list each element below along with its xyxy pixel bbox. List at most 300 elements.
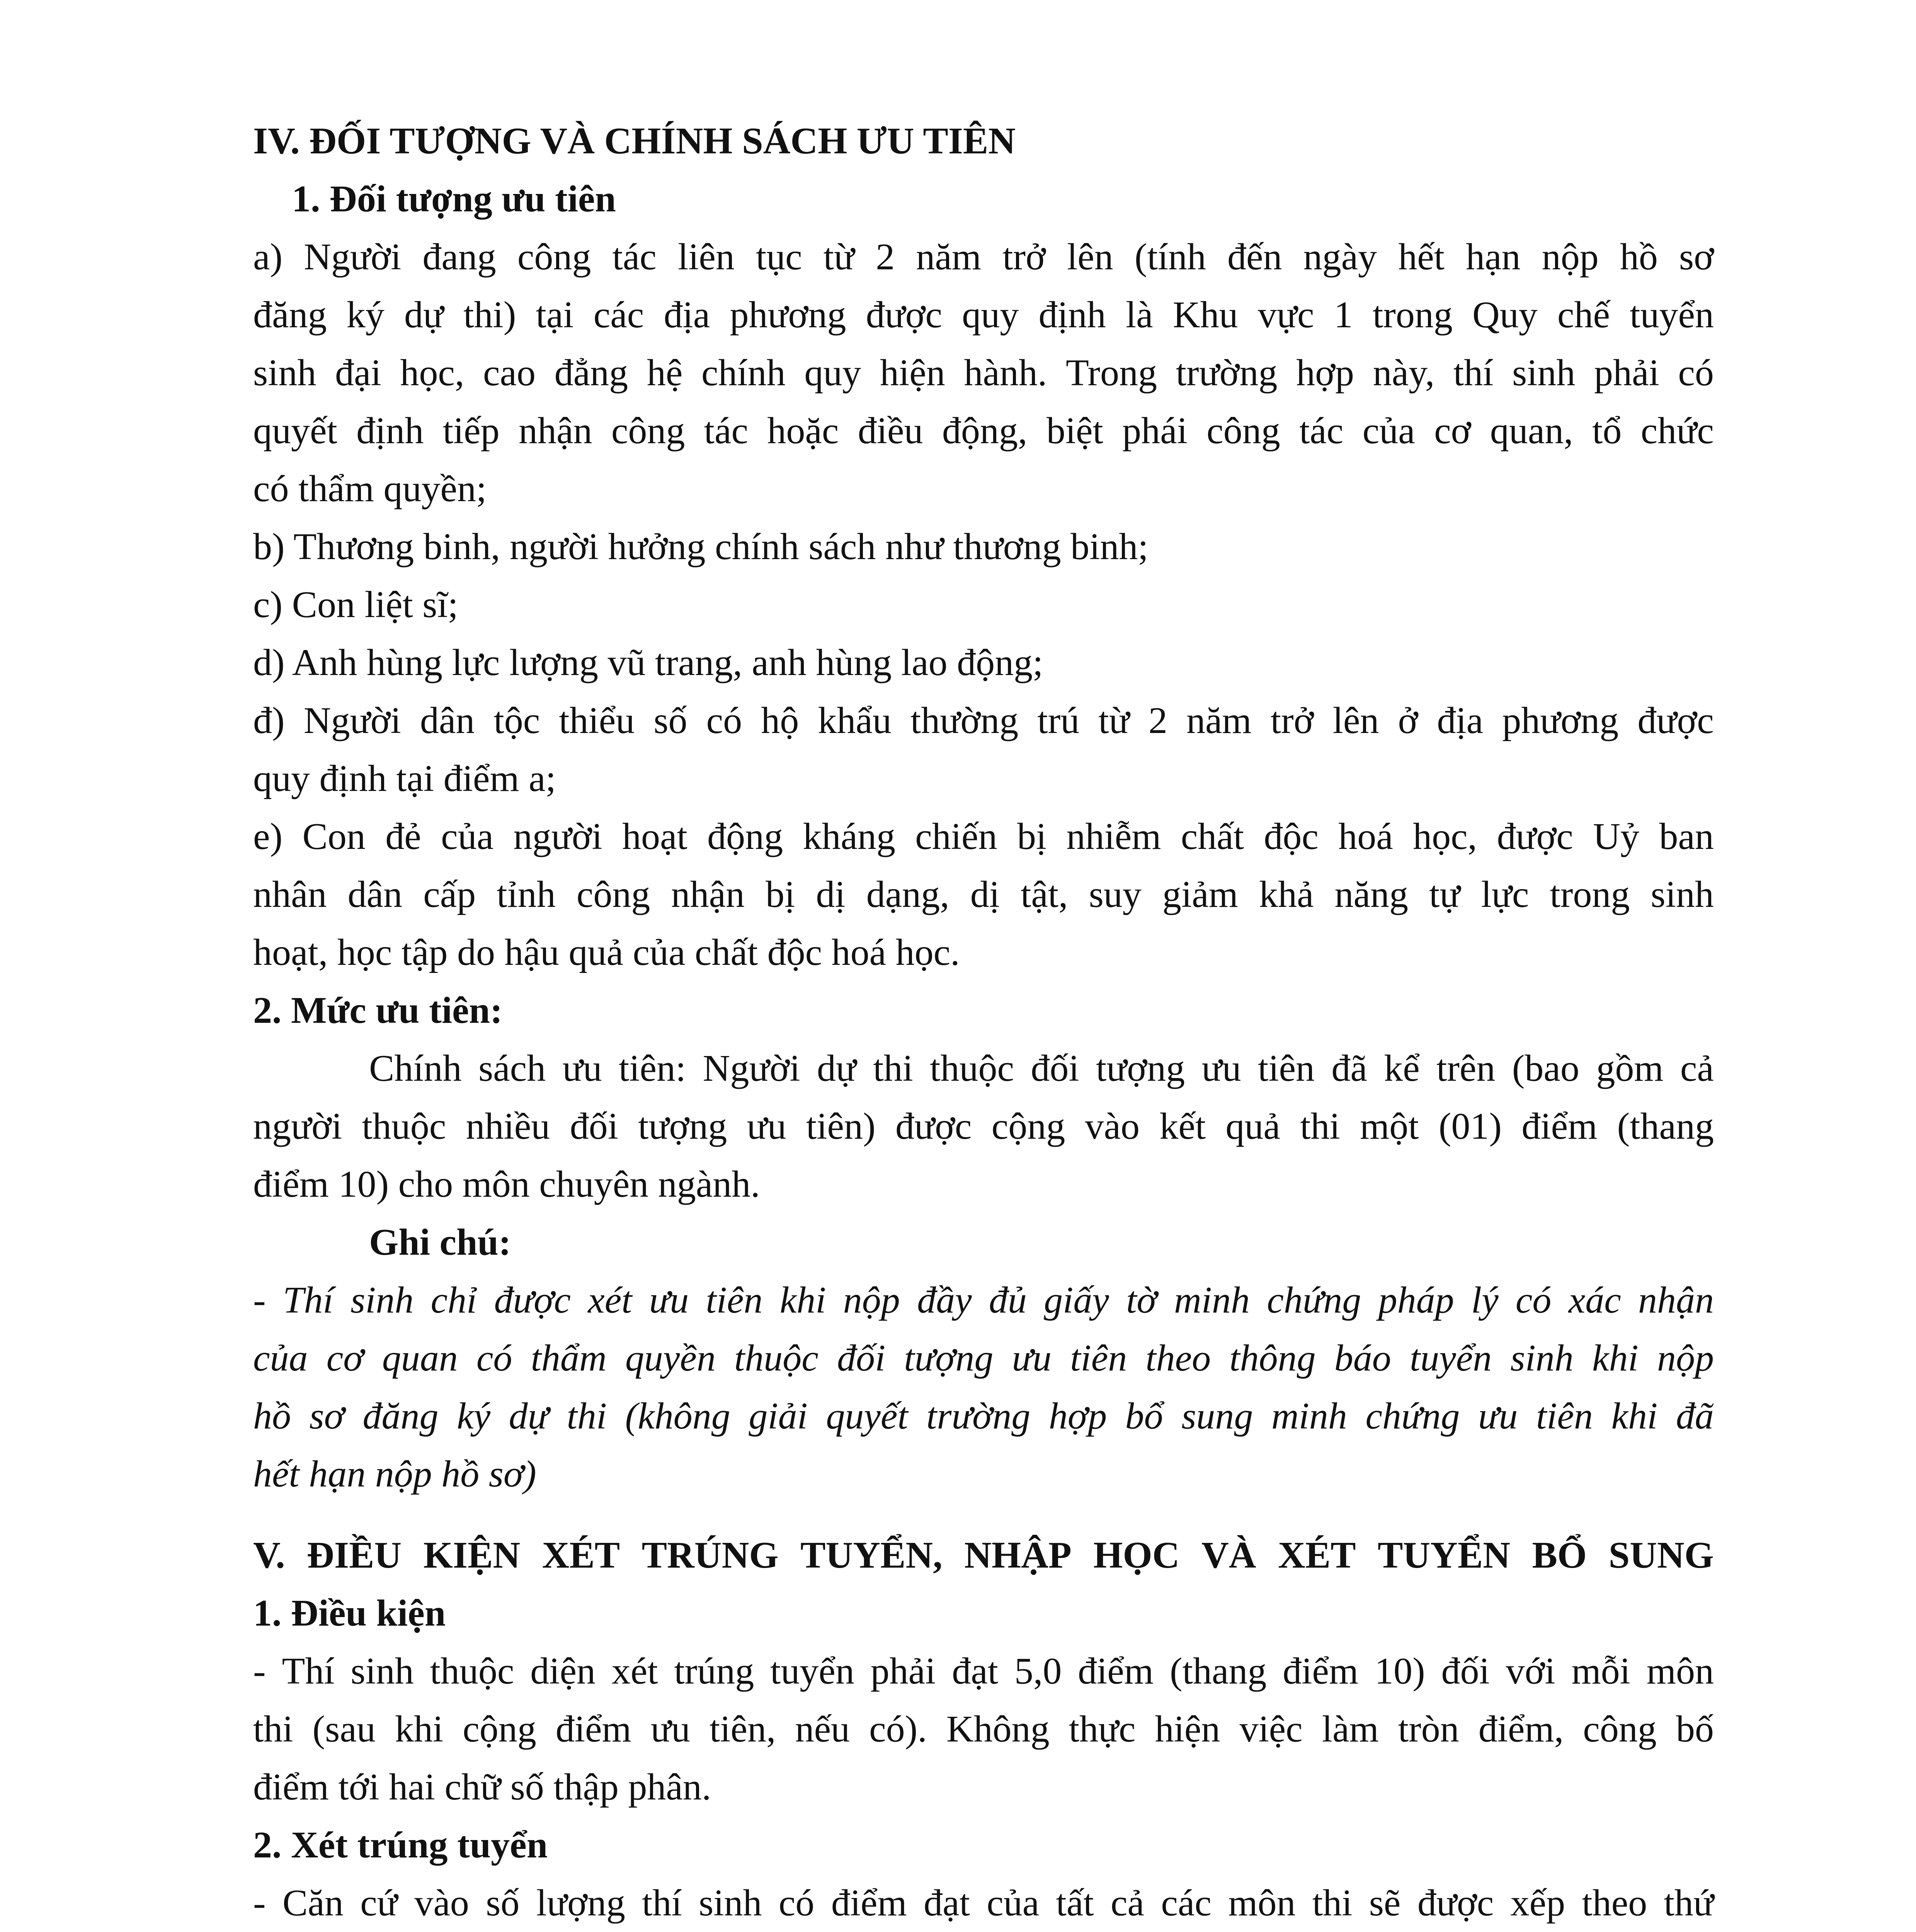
word: gồm bbox=[1596, 1048, 1664, 1089]
word: thi bbox=[1312, 1882, 1353, 1924]
word: 2 bbox=[1148, 700, 1167, 742]
word: cộng bbox=[991, 1105, 1065, 1147]
word: hết bbox=[1398, 236, 1445, 278]
text-line bbox=[253, 808, 1714, 866]
word: tượng bbox=[1096, 1048, 1185, 1089]
word: vào bbox=[414, 1882, 469, 1924]
word: xét bbox=[588, 1279, 632, 1321]
word: lên bbox=[1067, 236, 1113, 278]
section-iv-heading: IV. ĐỐI TƯỢNG VÀ CHÍNH SÁCH ƯU TIÊN bbox=[253, 120, 1016, 162]
word: tỉnh bbox=[497, 874, 556, 915]
document-page bbox=[253, 112, 1714, 1932]
word: đã bbox=[1676, 1395, 1714, 1437]
word: điểm bbox=[1078, 1650, 1154, 1692]
word: chất bbox=[1181, 816, 1244, 857]
text-line bbox=[253, 1387, 1714, 1445]
priority-policy bbox=[253, 1039, 1714, 1213]
word: đang bbox=[422, 236, 496, 278]
word: đầy bbox=[917, 1279, 972, 1321]
word: của bbox=[987, 1882, 1040, 1924]
word: độc bbox=[1264, 816, 1319, 857]
word: có bbox=[706, 700, 742, 742]
word: BỔ bbox=[1532, 1534, 1587, 1576]
word: Người bbox=[703, 1048, 800, 1089]
word: sơ bbox=[309, 1395, 344, 1437]
word: Con bbox=[302, 816, 366, 857]
word: trường bbox=[926, 1395, 1031, 1437]
word: thứ bbox=[1664, 1882, 1714, 1924]
word: công bbox=[611, 410, 685, 452]
word: kể bbox=[1384, 1048, 1420, 1089]
word: nhiều bbox=[466, 1105, 550, 1147]
word: phải bbox=[870, 1650, 936, 1692]
word: tiên bbox=[1257, 1048, 1315, 1089]
word: điều bbox=[858, 410, 923, 452]
word: sẽ bbox=[1369, 1882, 1401, 1924]
word: được bbox=[1417, 1882, 1494, 1924]
word: tiên) bbox=[806, 1105, 876, 1147]
word: tiếp bbox=[442, 410, 500, 452]
item-d: d) Anh hùng lực lượng vũ trang, anh hùng lao động; bbox=[253, 642, 1043, 684]
item-b: b) Thương binh, người hưởng chính sách như thương binh; bbox=[253, 526, 1149, 568]
word: tiên: bbox=[618, 1048, 686, 1089]
word: động, bbox=[942, 410, 1028, 452]
word: khẩu bbox=[818, 700, 892, 742]
text-line: điểm tới hai chữ số thập phân. bbox=[253, 1766, 711, 1808]
word: thi bbox=[567, 1395, 607, 1437]
word: năm bbox=[916, 236, 982, 278]
word: tiên bbox=[1070, 1337, 1127, 1379]
word: sinh bbox=[1512, 352, 1576, 394]
word: các bbox=[593, 294, 644, 336]
word: kháng bbox=[803, 816, 895, 857]
word: sinh bbox=[351, 1650, 414, 1692]
word: tác bbox=[1299, 410, 1344, 452]
word: mỗi bbox=[1571, 1650, 1630, 1692]
word: đến bbox=[1227, 236, 1282, 278]
word: ưu bbox=[562, 1048, 602, 1089]
word: điểm bbox=[1521, 1105, 1598, 1147]
text-line: hoạt, học tập do hậu quả của chất độc hoá học. bbox=[253, 932, 960, 973]
word: chức bbox=[1640, 410, 1714, 452]
word: khi bbox=[1592, 1337, 1639, 1379]
word: thuộc bbox=[930, 1048, 1014, 1089]
word: hồ bbox=[1620, 236, 1658, 278]
item-a bbox=[253, 228, 1714, 518]
word: của bbox=[253, 1337, 308, 1379]
word: quan bbox=[382, 1337, 458, 1379]
word: Thí bbox=[282, 1279, 334, 1321]
word: điểm bbox=[555, 1708, 631, 1750]
word: XÉT bbox=[1278, 1534, 1356, 1576]
word: xét bbox=[611, 1650, 658, 1692]
word: dự bbox=[509, 1395, 549, 1437]
note-text bbox=[253, 1271, 1714, 1503]
word: thường bbox=[910, 700, 1019, 742]
word: địa bbox=[1437, 700, 1484, 742]
word: KIỆN bbox=[423, 1534, 521, 1576]
word: lượng bbox=[536, 1882, 625, 1924]
word: suy bbox=[1089, 874, 1142, 915]
word: khả bbox=[1259, 874, 1314, 915]
word: tác bbox=[704, 410, 749, 452]
word: chứng bbox=[1365, 1395, 1460, 1437]
word: công bbox=[576, 874, 650, 915]
word: theo bbox=[1145, 1337, 1211, 1379]
word: trúng bbox=[674, 1650, 754, 1692]
word: VÀ bbox=[1201, 1534, 1256, 1576]
word: hạn bbox=[1466, 236, 1521, 278]
word: dân bbox=[420, 700, 475, 742]
word: tự bbox=[1429, 874, 1460, 915]
word: quy bbox=[804, 352, 861, 394]
word: cao bbox=[483, 352, 536, 394]
word: cộng bbox=[463, 1708, 536, 1750]
word: thực bbox=[1069, 1708, 1136, 1750]
word: tại bbox=[536, 294, 574, 336]
word: học, bbox=[400, 352, 465, 394]
word: chính bbox=[701, 352, 786, 394]
word: (không bbox=[625, 1395, 730, 1437]
word: tuyển bbox=[1409, 1337, 1492, 1379]
word: cả bbox=[1680, 1048, 1714, 1089]
word: tròn bbox=[1398, 1708, 1459, 1750]
word: chứng bbox=[1267, 1279, 1361, 1321]
word: tác bbox=[612, 236, 657, 278]
word: phương bbox=[730, 294, 846, 336]
word: (thang bbox=[1617, 1105, 1714, 1147]
word: nhiễm bbox=[1066, 816, 1161, 857]
word: từ bbox=[1098, 700, 1130, 742]
word: đạt bbox=[924, 1882, 970, 1924]
word: Người bbox=[303, 700, 401, 742]
word: các bbox=[1161, 1882, 1212, 1924]
word: Uỷ bbox=[1593, 816, 1640, 857]
word: động bbox=[707, 816, 783, 857]
word: nếu bbox=[795, 1708, 850, 1750]
word: đối bbox=[837, 1337, 886, 1379]
text-line bbox=[253, 286, 1714, 344]
word: xếp bbox=[1510, 1882, 1565, 1924]
word: tục bbox=[756, 236, 802, 278]
word: ưu bbox=[649, 1279, 689, 1321]
word: có bbox=[778, 1882, 815, 1924]
word: phái bbox=[1122, 410, 1188, 452]
word: giảm bbox=[1162, 874, 1238, 915]
note-label: Ghi chú: bbox=[369, 1221, 511, 1263]
word: đ) bbox=[253, 700, 285, 742]
word: điểm bbox=[1283, 1650, 1359, 1692]
word: 5,0 bbox=[1014, 1650, 1062, 1692]
word: dự bbox=[817, 1048, 856, 1089]
word: vực bbox=[1257, 294, 1314, 336]
word: hoặc bbox=[767, 410, 839, 452]
word: sinh bbox=[253, 352, 316, 394]
word: thi) bbox=[463, 294, 516, 336]
word: tượng bbox=[904, 1337, 994, 1379]
word: - bbox=[253, 1279, 266, 1321]
word: (bao bbox=[1512, 1048, 1579, 1089]
word: cả bbox=[1111, 1882, 1145, 1924]
word: số bbox=[486, 1882, 520, 1924]
word: từ bbox=[823, 236, 855, 278]
word: được bbox=[494, 1279, 571, 1321]
word: học, bbox=[1413, 816, 1477, 857]
conditions-text bbox=[253, 1642, 1714, 1816]
word: giải bbox=[749, 1395, 808, 1437]
word: - bbox=[253, 1882, 266, 1924]
word: được bbox=[866, 294, 943, 336]
word: Căn bbox=[282, 1882, 344, 1924]
word: tượng bbox=[638, 1105, 727, 1147]
word: khi bbox=[395, 1708, 444, 1750]
word: bị bbox=[1017, 816, 1047, 857]
text-line bbox=[253, 692, 1714, 750]
word: trú bbox=[1037, 700, 1080, 742]
word: thiểu bbox=[559, 700, 635, 742]
text-line: quy định tại điểm a; bbox=[253, 758, 556, 799]
word: khi bbox=[779, 1279, 826, 1321]
priority-level-heading: 2. Mức ưu tiên: bbox=[253, 990, 503, 1031]
word: với bbox=[1506, 1650, 1555, 1692]
word: đẻ bbox=[385, 816, 421, 857]
word: hộ bbox=[761, 700, 799, 742]
word: công bbox=[1206, 410, 1280, 452]
word: tiên bbox=[1536, 1395, 1593, 1437]
word: e) bbox=[253, 816, 283, 857]
word: 10) bbox=[1374, 1650, 1425, 1692]
word: ký bbox=[457, 1395, 491, 1437]
item-c: c) Con liệt sĩ; bbox=[253, 584, 458, 626]
word: sách bbox=[478, 1048, 546, 1089]
word: nhận bbox=[671, 874, 745, 915]
word: ngày bbox=[1303, 236, 1377, 278]
word: ở bbox=[1398, 700, 1418, 742]
word: người bbox=[253, 1105, 342, 1147]
word: dân bbox=[347, 874, 403, 915]
word: quyền bbox=[625, 1337, 716, 1379]
word: minh bbox=[1271, 1395, 1347, 1437]
word: HỌC bbox=[1093, 1534, 1180, 1576]
word: quan, bbox=[1490, 410, 1573, 452]
word: có bbox=[476, 1337, 512, 1379]
word: trong bbox=[1550, 874, 1630, 915]
word: 2 bbox=[876, 236, 895, 278]
word: đăng bbox=[253, 294, 327, 336]
word: định bbox=[1038, 294, 1106, 336]
word: TRÚNG bbox=[642, 1534, 779, 1576]
word: định bbox=[356, 410, 424, 452]
word: pháp bbox=[1378, 1279, 1454, 1321]
word: sơ bbox=[1679, 236, 1714, 278]
word: nộp bbox=[843, 1279, 900, 1321]
word: trở bbox=[1002, 236, 1046, 278]
text-line bbox=[253, 228, 1714, 286]
word: chỉ bbox=[431, 1279, 477, 1321]
word: ĐIỀU bbox=[307, 1534, 402, 1576]
word: diện bbox=[530, 1650, 596, 1692]
text-line bbox=[253, 1642, 1714, 1700]
text-line: có thẩm quyền; bbox=[253, 468, 487, 510]
word: cứ bbox=[360, 1882, 398, 1924]
word: thuộc bbox=[430, 1650, 514, 1692]
text-line bbox=[253, 1874, 1714, 1932]
word: tất bbox=[1056, 1882, 1094, 1924]
word: có). bbox=[869, 1708, 927, 1750]
word: chế bbox=[1557, 294, 1610, 336]
word: điểm, bbox=[1478, 1708, 1564, 1750]
word: tật, bbox=[1021, 874, 1068, 915]
word: Quy bbox=[1472, 294, 1538, 336]
word: của bbox=[441, 816, 494, 857]
word: là bbox=[1125, 294, 1153, 336]
word: 1 bbox=[1334, 294, 1353, 336]
text-line bbox=[253, 1329, 1714, 1387]
word: của bbox=[1362, 410, 1415, 452]
word: nhân bbox=[253, 874, 327, 915]
text-line bbox=[253, 402, 1714, 460]
word: kết bbox=[1159, 1105, 1206, 1147]
word: điểm bbox=[831, 1882, 907, 1924]
item-dd bbox=[253, 692, 1714, 808]
word: Không bbox=[946, 1708, 1050, 1750]
word: chiến bbox=[915, 816, 997, 857]
word: bổ bbox=[1125, 1395, 1163, 1437]
word: hành. bbox=[964, 352, 1047, 394]
word: thuộc bbox=[362, 1105, 446, 1147]
word: thi bbox=[1300, 1105, 1340, 1147]
word: ưu bbox=[650, 1708, 690, 1750]
word: Thí bbox=[282, 1650, 335, 1692]
text-line: điểm 10) cho môn chuyên ngành. bbox=[253, 1163, 760, 1205]
word: thi bbox=[253, 1708, 293, 1750]
word: (thang bbox=[1169, 1650, 1267, 1692]
word: lý bbox=[1471, 1279, 1499, 1321]
word: đẳng bbox=[554, 352, 628, 394]
word: hoá bbox=[1338, 816, 1393, 857]
word: theo bbox=[1582, 1882, 1647, 1924]
admission-heading: 2. Xét trúng tuyển bbox=[253, 1824, 548, 1866]
word: nộp bbox=[1542, 236, 1599, 278]
word: TUYỂN, bbox=[800, 1534, 943, 1576]
word: hợp bbox=[1048, 1395, 1107, 1437]
word: a) bbox=[253, 236, 283, 278]
word: ưu bbox=[1012, 1337, 1052, 1379]
word: có bbox=[1678, 352, 1714, 394]
word: - bbox=[253, 1650, 266, 1692]
word: được bbox=[1637, 700, 1714, 742]
text-line bbox=[253, 866, 1714, 923]
word: được bbox=[895, 1105, 972, 1147]
word: trong bbox=[1372, 294, 1453, 336]
word: hiện bbox=[880, 352, 945, 394]
text-line bbox=[253, 1700, 1714, 1758]
word: thông bbox=[1229, 1337, 1316, 1379]
word: khi bbox=[1611, 1395, 1658, 1437]
word: đủ bbox=[989, 1279, 1027, 1321]
word: báo bbox=[1334, 1337, 1391, 1379]
word: dị bbox=[970, 874, 1000, 915]
word: quy bbox=[962, 294, 1019, 336]
word: ký bbox=[346, 294, 385, 336]
word: hồ bbox=[253, 1395, 291, 1437]
word: cơ bbox=[1434, 410, 1471, 452]
conditions-heading: 1. Điều kiện bbox=[253, 1592, 446, 1634]
word: đăng bbox=[362, 1395, 439, 1437]
word: năm bbox=[1186, 700, 1252, 742]
word: TUYỂN bbox=[1378, 1534, 1511, 1576]
word: cơ bbox=[326, 1337, 364, 1379]
word: (01) bbox=[1438, 1105, 1502, 1147]
word: địa bbox=[664, 294, 710, 336]
word: XÉT bbox=[542, 1534, 620, 1576]
word: tiên bbox=[706, 1279, 763, 1321]
word: tổ bbox=[1592, 410, 1622, 452]
word: dạng, bbox=[866, 874, 949, 915]
word: người bbox=[513, 816, 602, 857]
spacer bbox=[253, 1503, 1714, 1526]
word: ban bbox=[1659, 816, 1714, 857]
word: Khu bbox=[1172, 294, 1238, 336]
word: hợp bbox=[1296, 352, 1354, 394]
text-line bbox=[253, 1097, 1714, 1155]
word: đối bbox=[1031, 1048, 1079, 1089]
word: Chính bbox=[369, 1048, 462, 1089]
text-line bbox=[253, 344, 1714, 402]
word: sinh bbox=[350, 1279, 414, 1321]
word: cấp bbox=[423, 874, 476, 915]
word: dị bbox=[816, 874, 846, 915]
word: lên bbox=[1332, 700, 1379, 742]
word: sinh bbox=[699, 1882, 762, 1924]
word: lực bbox=[1481, 874, 1529, 915]
text-line bbox=[253, 1271, 1714, 1329]
word: Người bbox=[304, 236, 402, 278]
word: quả bbox=[1225, 1105, 1280, 1147]
word: (tính bbox=[1134, 236, 1206, 278]
word: một bbox=[1360, 1105, 1419, 1147]
word: vào bbox=[1085, 1105, 1140, 1147]
text-line bbox=[253, 1039, 1714, 1097]
word: biệt bbox=[1046, 410, 1103, 452]
word: môn bbox=[1646, 1650, 1714, 1692]
section-v-heading bbox=[253, 1526, 1714, 1584]
word: đã bbox=[1331, 1048, 1367, 1089]
word: môn bbox=[1228, 1882, 1296, 1924]
word: tuyển bbox=[1630, 294, 1714, 336]
word: công bbox=[517, 236, 591, 278]
word: ưu bbox=[1478, 1395, 1518, 1437]
word: tộc bbox=[493, 700, 540, 742]
word: thi bbox=[873, 1048, 913, 1089]
word: thuộc bbox=[734, 1337, 818, 1379]
word: xác bbox=[1568, 1279, 1621, 1321]
word: làm bbox=[1322, 1708, 1379, 1750]
word: đại bbox=[335, 352, 381, 394]
word: đạt bbox=[952, 1650, 998, 1692]
word: tiên, bbox=[710, 1708, 776, 1750]
word: năng bbox=[1334, 874, 1409, 915]
word: thí bbox=[1453, 352, 1494, 394]
word: quyết bbox=[253, 410, 337, 452]
priority-subjects-heading: 1. Đối tượng ưu tiên bbox=[292, 178, 616, 220]
word: liên bbox=[677, 236, 735, 278]
word: hoạt bbox=[622, 816, 687, 857]
word: thẩm bbox=[531, 1337, 607, 1379]
word: Trong bbox=[1065, 352, 1157, 394]
admission-text-1 bbox=[253, 1874, 1714, 1932]
word: trở bbox=[1270, 700, 1314, 742]
